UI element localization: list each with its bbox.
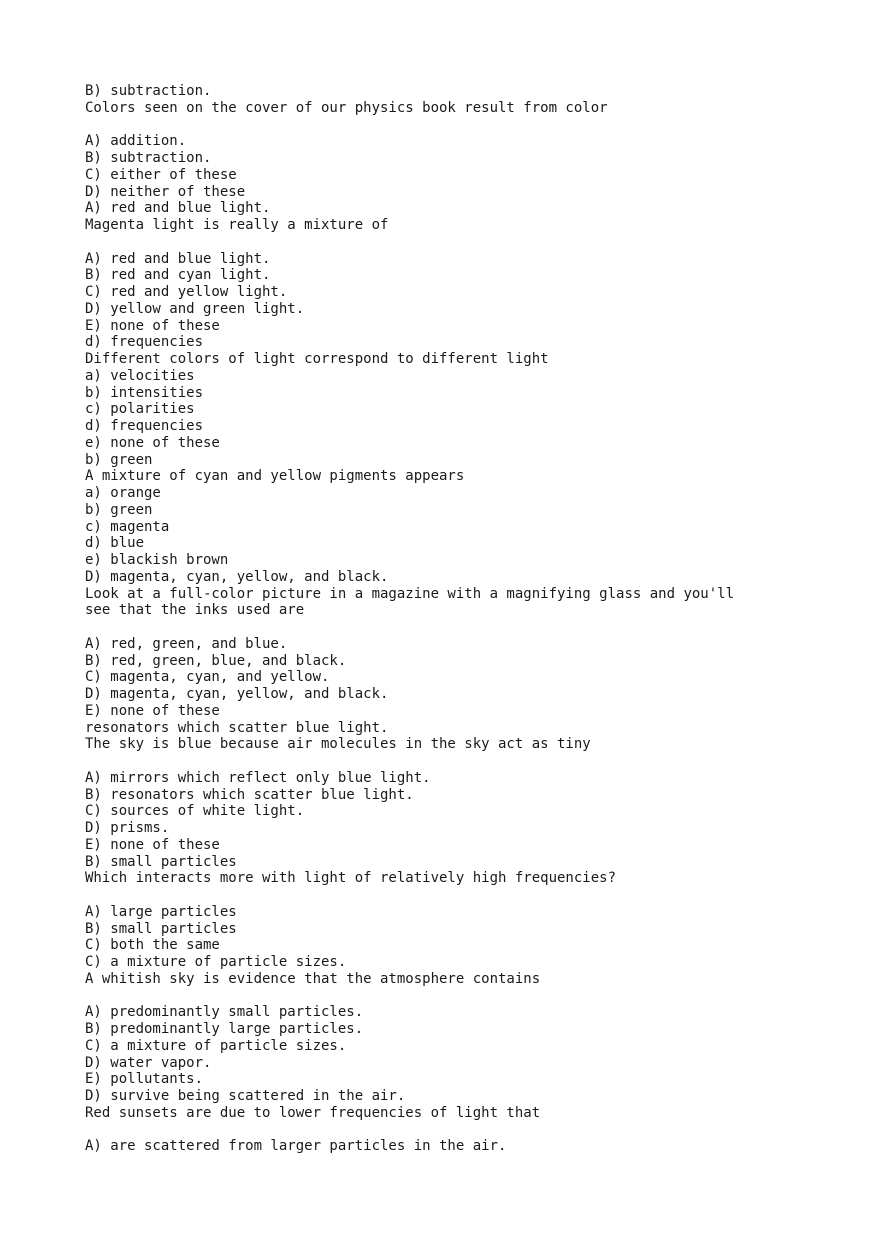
blank-line	[85, 117, 865, 134]
answer-option: B) resonators which scatter blue light.	[85, 786, 414, 803]
answer-option: A) mirrors which reflect only blue light.	[85, 769, 431, 786]
question-text: Colors seen on the cover of our physics book result from color	[85, 99, 608, 116]
question-text: A whitish sky is evidence that the atmosphere contains	[85, 970, 541, 987]
answer-key: A) red and blue light.	[85, 200, 271, 217]
answer-option: A) red, green, and blue.	[85, 635, 288, 652]
question-text: The sky is blue because air molecules in the sky act as tiny	[85, 736, 591, 753]
answer-option: C) a mixture of particle sizes.	[85, 1037, 347, 1054]
answer-option: E) none of these	[85, 836, 220, 853]
blank-line	[85, 988, 865, 1005]
answer-option: A) addition.	[85, 133, 187, 150]
answer-key: d) frequencies	[85, 334, 204, 351]
answer-option: E) none of these	[85, 702, 220, 719]
blank-line	[85, 887, 865, 904]
answer-option: B) red and cyan light.	[85, 267, 271, 284]
answer-option: A) are scattered from larger particles in the air.	[85, 1138, 507, 1155]
answer-option: C) either of these	[85, 166, 237, 183]
answer-key: C) a mixture of particle sizes.	[85, 954, 347, 970]
answer-option: c) polarities	[85, 401, 195, 418]
answer-option: D) water vapor.	[85, 1054, 212, 1071]
answer-option: c) magenta	[85, 518, 170, 535]
answer-option: E) pollutants.	[85, 1071, 204, 1088]
answer-key: D) survive being scattered in the air.	[85, 1088, 406, 1104]
blank-line	[85, 234, 865, 251]
question-text: Red sunsets are due to lower frequencies of light that	[85, 1104, 541, 1121]
answer-key: b) green	[85, 451, 153, 468]
answer-option: e) none of these	[85, 434, 220, 451]
answer-option: d) frequencies	[85, 418, 204, 434]
answer-option: D) magenta, cyan, yellow, and black.	[85, 686, 389, 702]
blank-line	[85, 1122, 865, 1139]
answer-option: B) subtraction.	[85, 150, 212, 166]
question-text: Which interacts more with light of relatively high frequencies?	[85, 870, 617, 887]
answer-option: B) red, green, blue, and black.	[85, 652, 347, 669]
answer-option: b) green	[85, 501, 153, 518]
answer-key: D) magenta, cyan, yellow, and black.	[85, 568, 389, 585]
question-text: A mixture of cyan and yellow pigments appears	[85, 468, 465, 485]
question-text: Different colors of light correspond to different light	[85, 351, 549, 367]
answer-key: B) small particles	[85, 853, 237, 870]
answer-option: A) red and blue light.	[85, 250, 271, 267]
blank-line	[85, 619, 865, 636]
answer-option: C) magenta, cyan, and yellow.	[85, 669, 330, 686]
answer-option: a) orange	[85, 485, 161, 501]
answer-option: B) predominantly large particles.	[85, 1021, 364, 1037]
answer-option: d) blue	[85, 535, 145, 552]
answer-option: E) none of these	[85, 317, 220, 334]
answer-option: D) prisms.	[85, 820, 170, 836]
blank-line	[85, 753, 865, 770]
question-text: Magenta light is really a mixture of	[85, 217, 389, 233]
question-text: see that the inks used are	[85, 602, 305, 619]
answer-option: D) yellow and green light.	[85, 300, 305, 317]
answer-option: e) blackish brown	[85, 552, 229, 568]
text-line: B) subtraction.	[85, 83, 212, 99]
answer-option: C) red and yellow light.	[85, 284, 288, 300]
answer-option: A) large particles	[85, 903, 237, 920]
question-text: Look at a full-color picture in a magazine with a magnifying glass and you'll	[85, 585, 735, 602]
answer-option: C) both the same	[85, 937, 220, 954]
answer-option: D) neither of these	[85, 183, 246, 200]
answer-option: b) intensities	[85, 384, 204, 401]
answer-option: B) small particles	[85, 920, 237, 937]
answer-option: C) sources of white light.	[85, 803, 305, 820]
answer-key: resonators which scatter blue light.	[85, 719, 389, 736]
answer-option: a) velocities	[85, 367, 195, 384]
answer-option: A) predominantly small particles.	[85, 1004, 364, 1021]
document-page	[85, 83, 865, 1155]
